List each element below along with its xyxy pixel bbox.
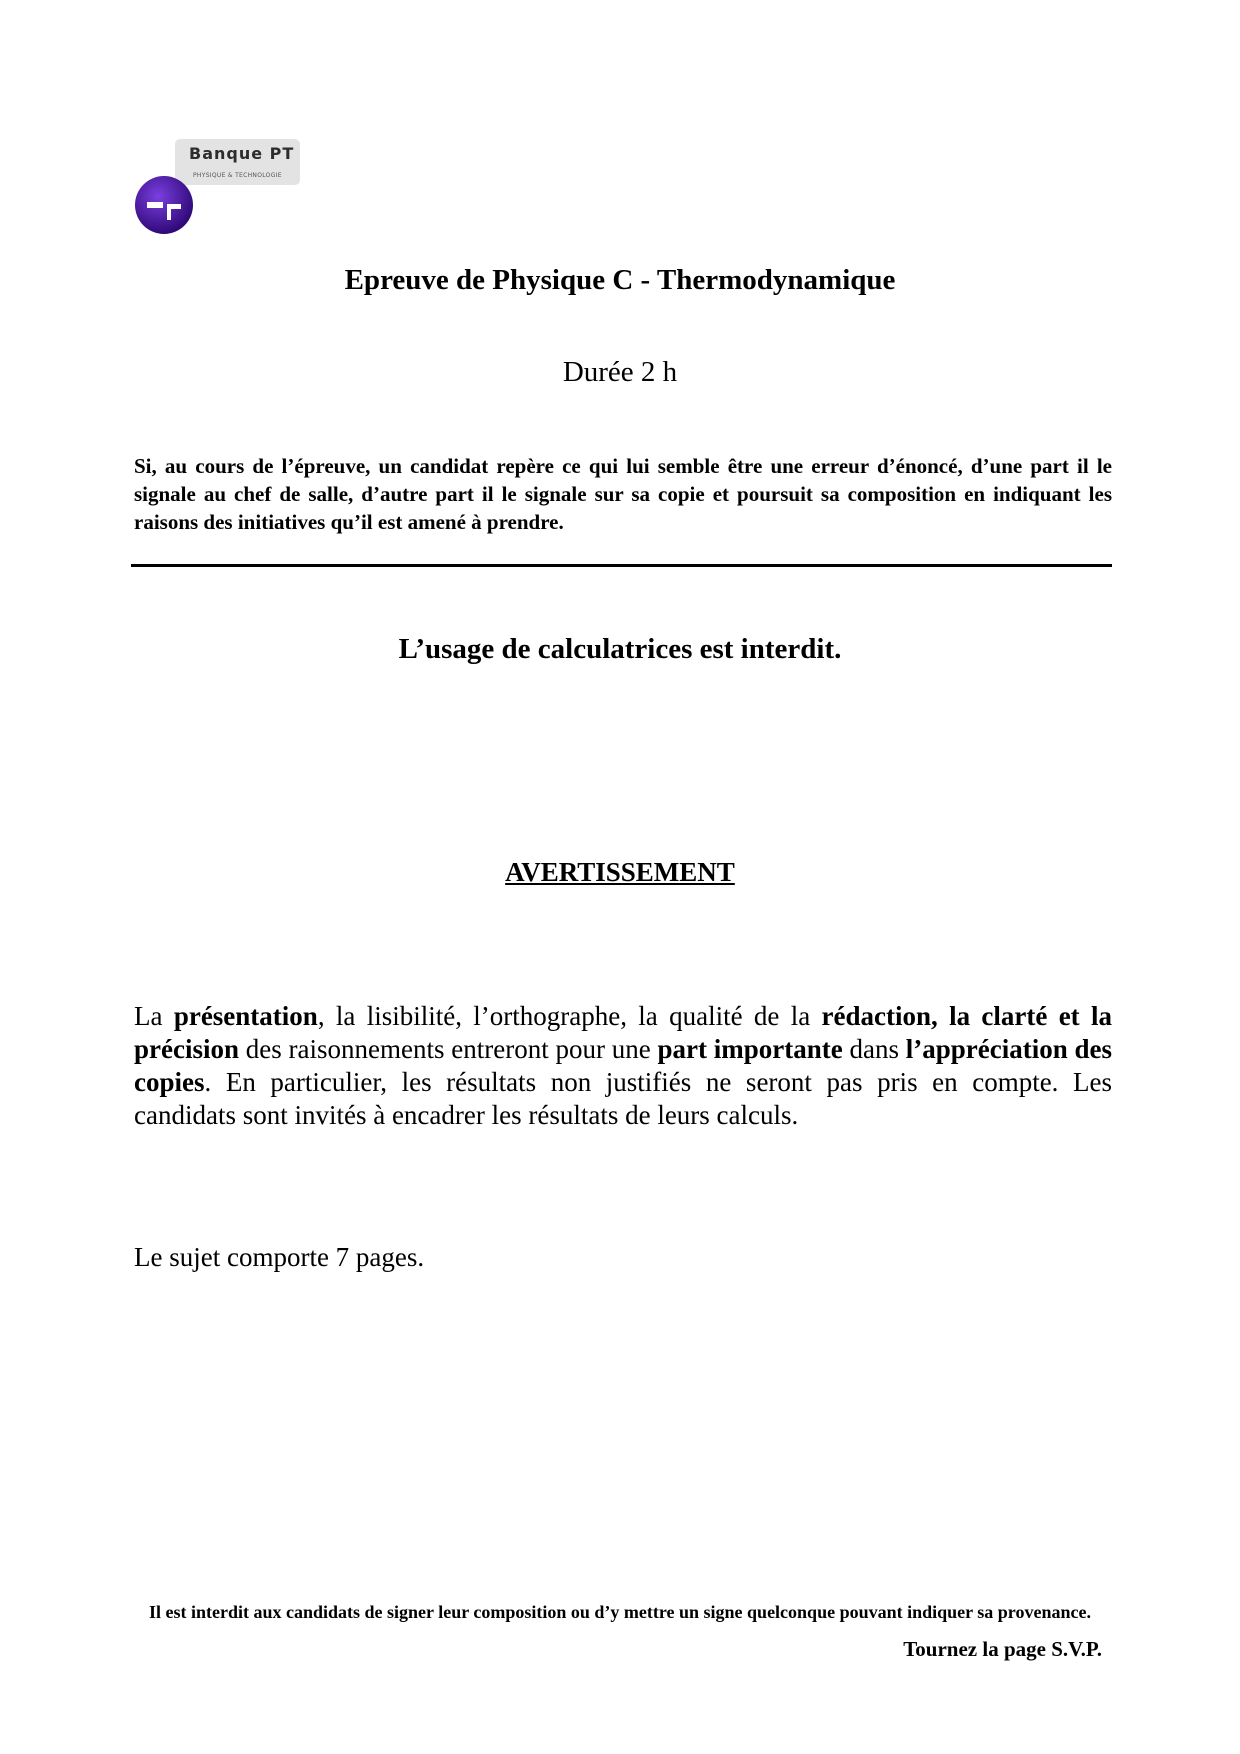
warning-text: dans	[842, 1034, 906, 1064]
warning-emphasis: part importante	[657, 1034, 843, 1064]
page-title: Epreuve de Physique C - Thermodynamique	[344, 264, 896, 296]
error-notice-paragraph: Si, au cours de l’épreuve, un candidat repère ce qui lui semble être une erreur d’énoncé, d’une part il le signale au chef de salle, d’autre part il le signale sur sa copie et poursuit sa composition en indiquant les raisons des initiatives qu’il est amené à prendre.	[134, 454, 1112, 534]
page-count: Le sujet comporte 7 pages.	[134, 1242, 425, 1272]
logo-subtitle: PHYSIQUE & TECHNOLOGIE	[193, 172, 282, 179]
logo-name: Banque PT	[189, 144, 295, 163]
calculator-rule: L’usage de calculatrices est interdit.	[398, 633, 842, 665]
logo-emblem-icon	[133, 174, 195, 236]
horizontal-divider	[131, 564, 1112, 567]
warning-text: , la lisibilité, l’orthographe, la qualité de la	[317, 1001, 822, 1031]
warning-text: . En particulier, les résultats non justifiés ne seront pas pris en compte. Les candidats sont invités à encadrer les résultats de leurs calculs.	[134, 1067, 1112, 1130]
warning-emphasis: présentation	[173, 1001, 318, 1031]
warning-emphasis: l’appréciation des copies	[134, 1034, 1112, 1097]
signature-rule-footer: Il est interdit aux candidats de signer leur composition ou d’y mettre un signe quelconque pouvant indiquer sa provenance.	[149, 1602, 1091, 1622]
warning-text: La	[134, 1001, 174, 1031]
exam-duration: Durée 2 h	[562, 356, 678, 388]
warning-heading: AVERTISSEMENT	[505, 857, 735, 887]
warning-emphasis: rédaction, la clarté et la précision	[134, 1001, 1113, 1064]
warning-paragraph	[134, 1000, 1112, 1132]
banque-pt-logo	[133, 139, 303, 239]
turn-page-note: Tournez la page S.V.P.	[903, 1637, 1102, 1661]
warning-text: des raisonnements entreront pour une	[239, 1034, 658, 1064]
